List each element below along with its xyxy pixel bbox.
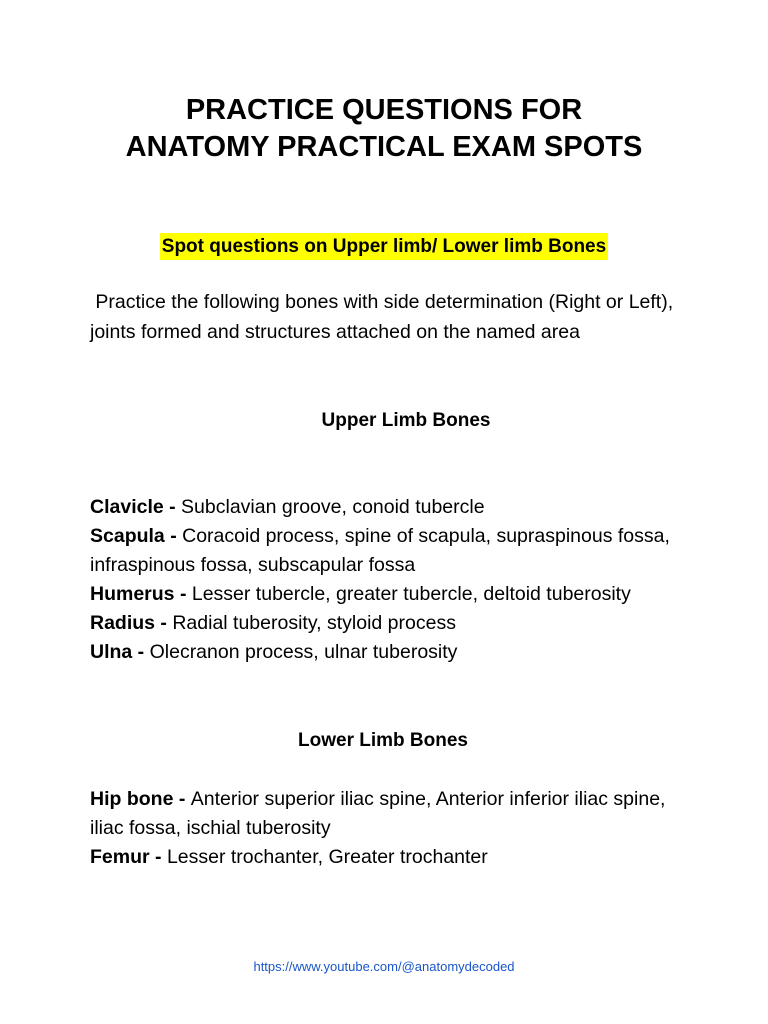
bone-item-femur (90, 843, 690, 872)
bone-item-radius (90, 609, 690, 638)
bone-structures: Subclavian groove, conoid tubercle (181, 496, 485, 518)
bone-structures: Anterior superior iliac spine, Anterior inferior iliac spine, iliac fossa, ischial tuberosity (90, 788, 666, 839)
intro-paragraph: Practice the following bones with side determination (Right or Left), joints formed and structures attached on the named area (90, 291, 679, 343)
bone-name: Clavicle - (90, 496, 182, 518)
bone-name: Scapula - (90, 525, 183, 547)
footer (0, 958, 768, 976)
bone-item-scapula (90, 522, 690, 580)
upper-limb-bone-list (90, 493, 690, 667)
lower-limb-heading: Lower Limb Bones (298, 730, 468, 751)
bone-name: Humerus - (90, 583, 192, 605)
bone-name: Femur - (90, 846, 167, 868)
highlighted-subtitle: Spot questions on Upper limb/ Lower limb Bones (160, 233, 608, 260)
bone-structures: Olecranon process, ulnar tuberosity (149, 641, 458, 663)
lower-limb-bone-list (90, 785, 690, 872)
bone-structures: Lesser tubercle, greater tubercle, deltoid tuberosity (191, 583, 631, 605)
bone-item-clavicle (90, 493, 690, 522)
document-title (0, 92, 768, 166)
bone-name: Hip bone - (90, 788, 191, 810)
bone-item-hip-bone (90, 785, 690, 843)
upper-limb-heading: Upper Limb Bones (321, 410, 491, 431)
youtube-channel-link[interactable]: https://www.youtube.com/@anatomydecoded (253, 959, 515, 974)
bone-structures: Radial tuberosity, styloid process (172, 612, 456, 634)
bone-name: Ulna - (90, 641, 150, 663)
bone-structures: Coracoid process, spine of scapula, supraspinous fossa, infraspinous fossa, subscapular fossa (90, 525, 670, 576)
title-line-1: PRACTICE QUESTIONS FOR (185, 94, 583, 126)
bone-name: Radius - (90, 612, 173, 634)
bone-item-humerus (90, 580, 690, 609)
subtitle-container (0, 233, 768, 260)
title-line-2: ANATOMY PRACTICAL EXAM SPOTS (125, 131, 643, 163)
bone-structures: Lesser trochanter, Greater trochanter (166, 846, 488, 868)
bone-item-ulna (90, 638, 690, 667)
